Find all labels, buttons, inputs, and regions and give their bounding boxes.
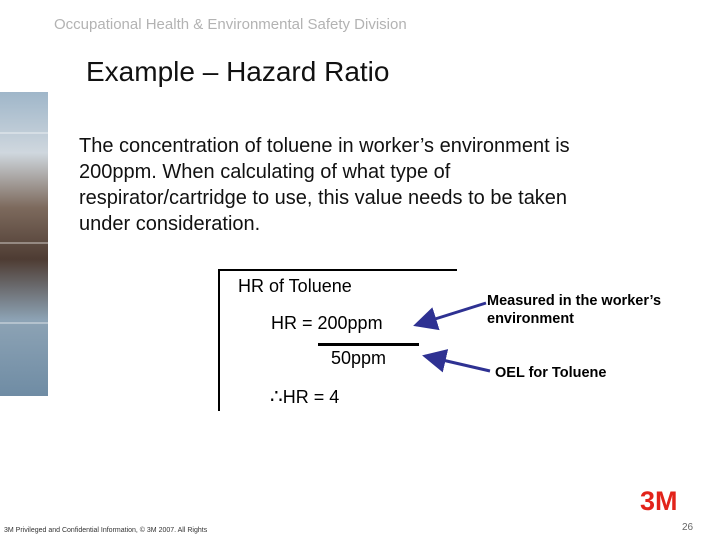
slide-title: Example – Hazard Ratio: [86, 56, 390, 87]
numerator-annotation: Measured in the worker’s environment: [487, 293, 662, 327]
page-number: 26: [682, 522, 694, 533]
denominator-annotation: OEL for Toluene: [495, 365, 607, 381]
therefore-symbol: ∴: [270, 386, 283, 408]
logo-text: 3M: [640, 487, 678, 513]
slide-body-text: The concentration of toluene in worker’s environment is 200ppm. When calculating of what type of respirator/cartridge to use, this value needs to be taken under consideration.: [79, 135, 570, 235]
3m-logo: [640, 487, 694, 513]
division-header: Occupational Health & Environmental Safety Division: [54, 16, 407, 33]
result-value: HR = 4: [282, 387, 340, 407]
formula-result: [270, 384, 339, 409]
formula-heading: HR of Toluene: [238, 276, 352, 296]
safety-worker-photo: [0, 92, 48, 396]
formula-denominator: 50ppm: [331, 348, 387, 368]
fraction-bar: [318, 343, 419, 346]
footer-legal: 3M Privileged and Confidential Information, © 3M 2007. All Rights: [4, 527, 208, 534]
formula-numerator: HR = 200ppm: [271, 313, 383, 333]
